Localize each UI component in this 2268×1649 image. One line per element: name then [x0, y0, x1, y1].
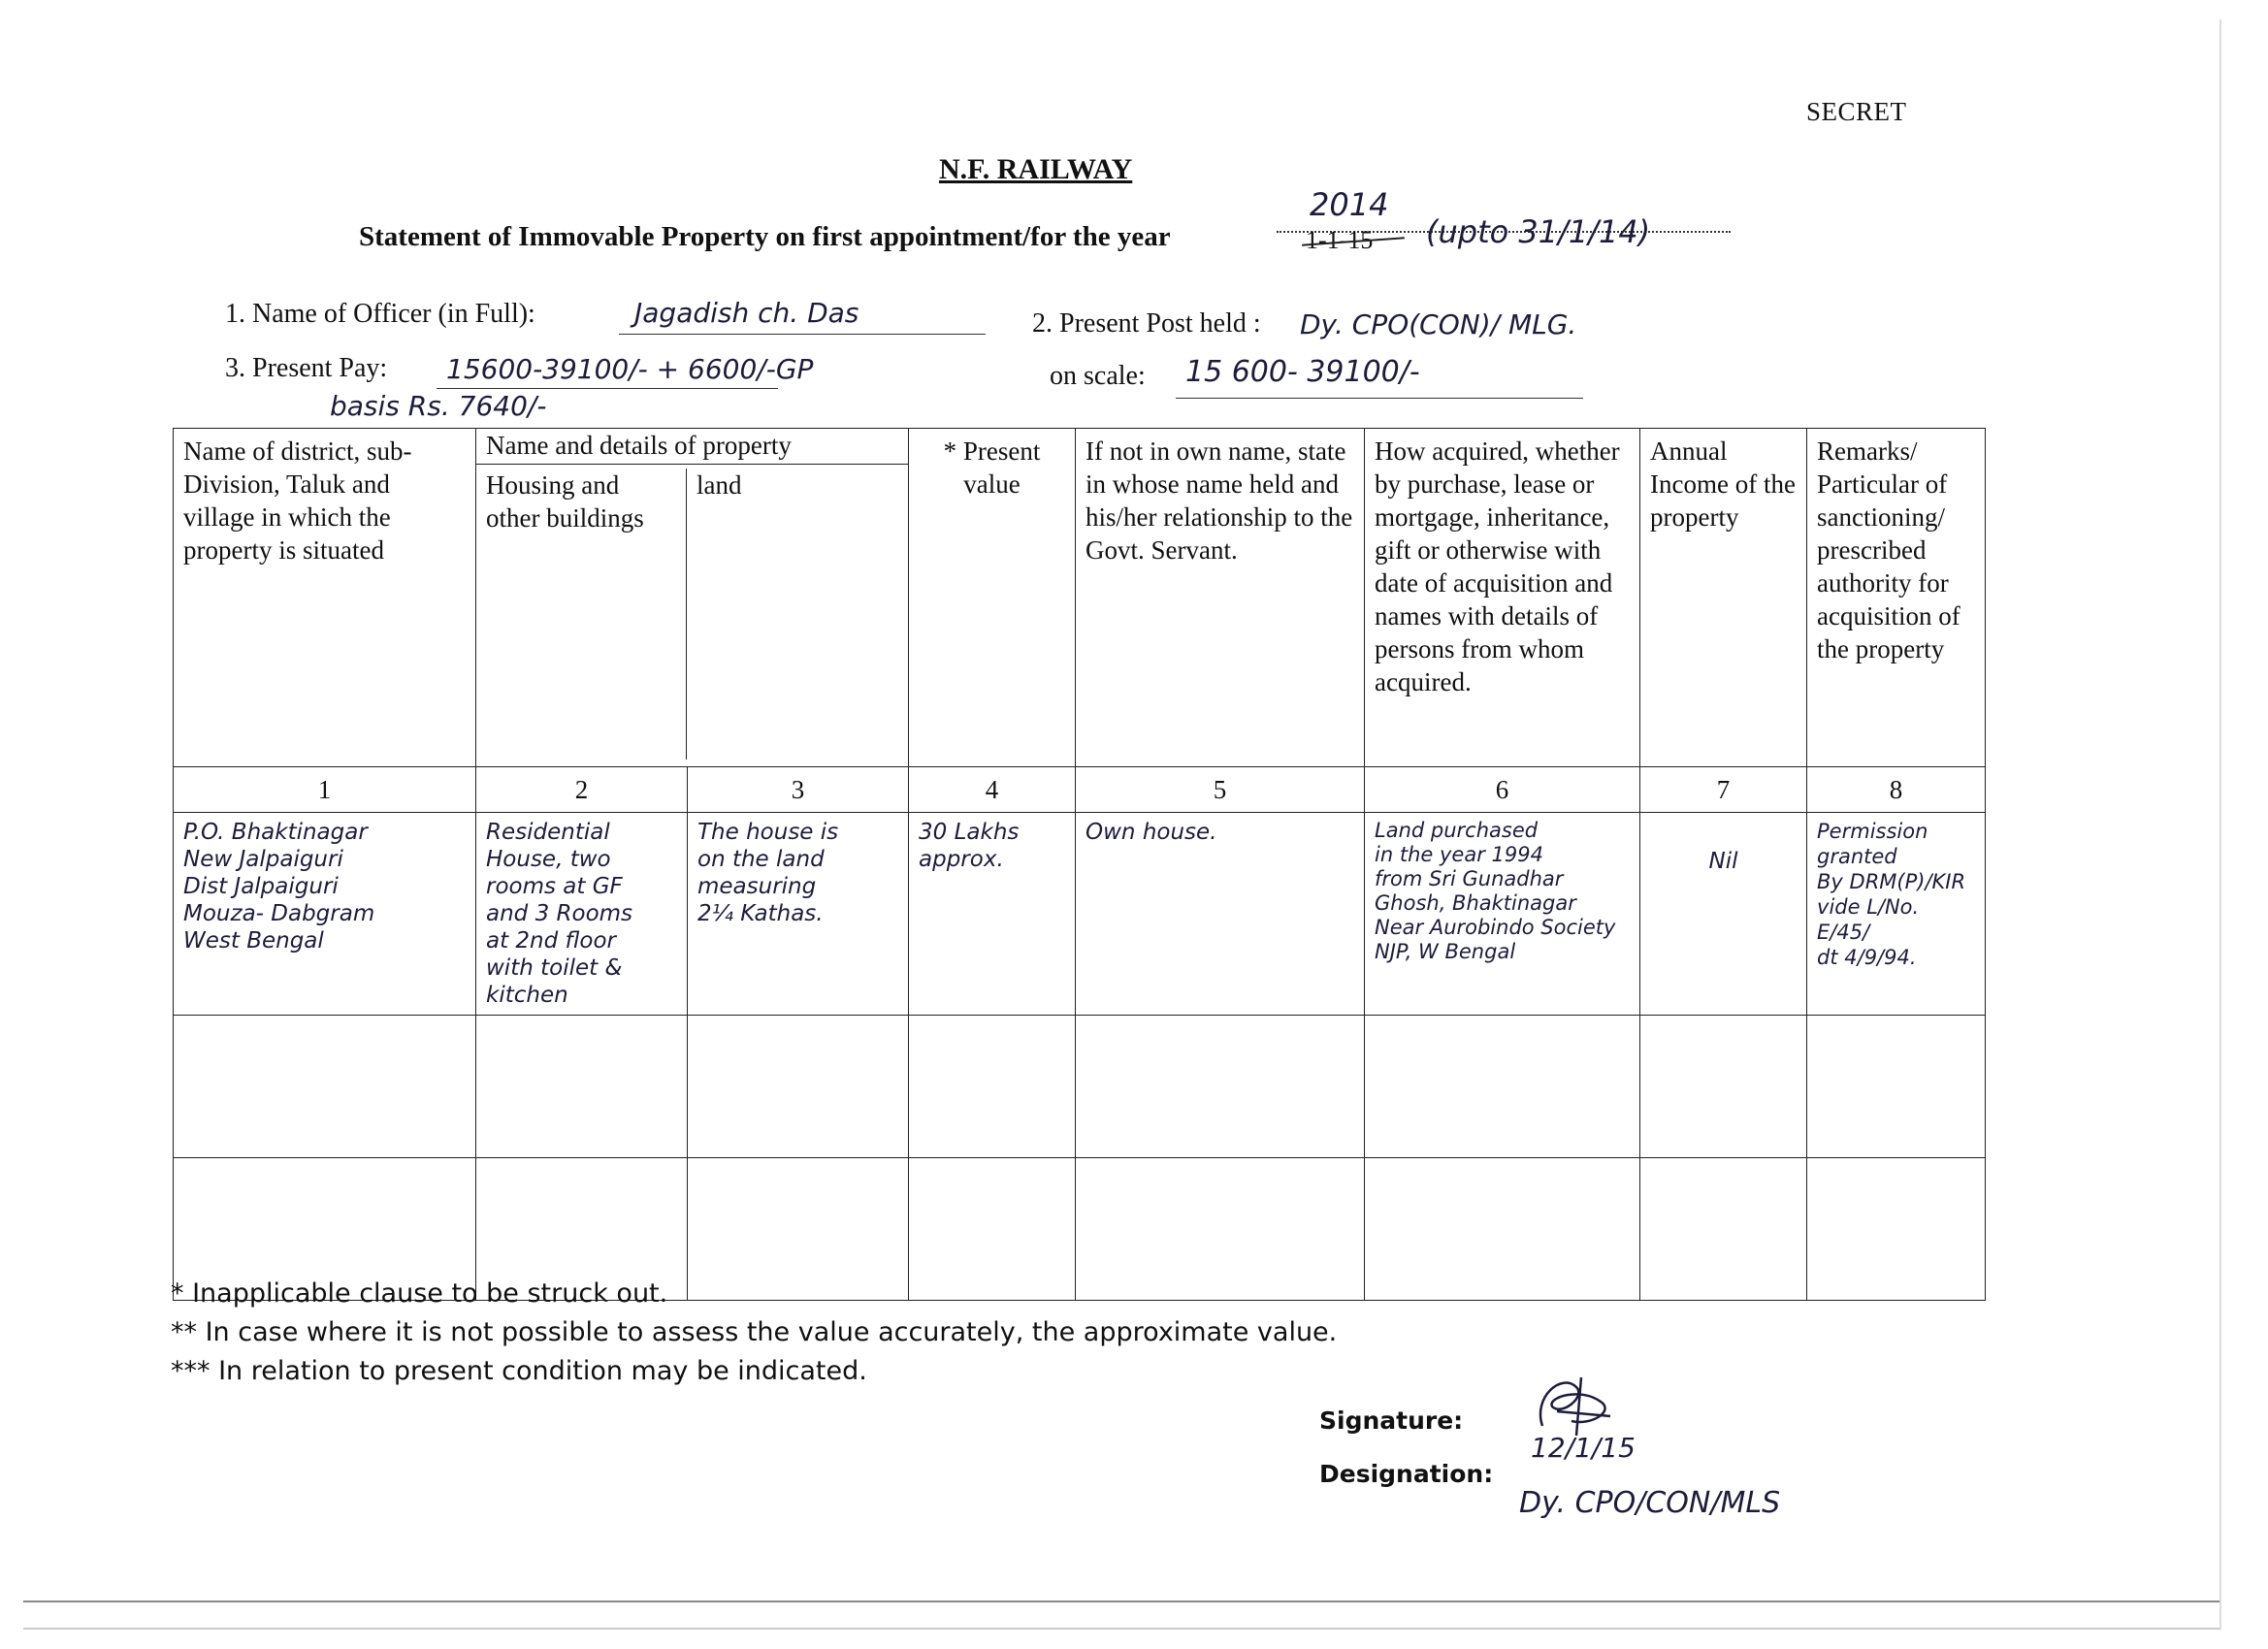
header-how-acquired: How acquired, whether by purchase, lease or mortgage, inheritance, gift or otherwise with date of acquisition and names with details of persons from whom acquired.: [1365, 429, 1640, 767]
table-row: [174, 1016, 1986, 1158]
header-remarks: Remarks/ Particular of sanctioning/ prescribed authority for acquisition of the property: [1807, 429, 1986, 767]
column-number: 6: [1365, 767, 1640, 813]
empty-cell: [1076, 1158, 1365, 1301]
empty-cell: [1365, 1158, 1640, 1301]
column-number: 1: [174, 767, 476, 813]
present-pay-value: 15600-39100/- + 6600/-GP: [446, 353, 814, 385]
footnote: *** In relation to present condition may be indicated.: [171, 1356, 867, 1386]
empty-cell: [1807, 1016, 1986, 1158]
column-number: 3: [688, 767, 909, 813]
header-name-held: If not in own name, state in whose name held and his/her relationship to the Govt. Servant.: [1076, 429, 1365, 767]
present-post-value: Dy. CPO(CON)/ MLG.: [1300, 308, 1577, 340]
officer-name-underline: [619, 334, 986, 335]
basis-pay-value: basis Rs. 7640/-: [330, 390, 547, 422]
cell-name-held: Own house.: [1076, 813, 1365, 1016]
column-number: 8: [1807, 767, 1986, 813]
empty-cell: [1640, 1158, 1807, 1301]
organization-title: N.F. RAILWAY: [939, 153, 1133, 185]
officer-name-value: Jagadish ch. Das: [634, 297, 859, 329]
header-location: Name of district, sub-Division, Taluk and village in which the property is situated: [174, 429, 476, 767]
header-property-details: Name and details of property: [476, 429, 908, 465]
table-row: [174, 813, 1986, 1016]
scale-underline: [1176, 398, 1583, 399]
header-annual-income: Annual Income of the property: [1640, 429, 1807, 767]
property-table: [173, 428, 1986, 1301]
cell-location: P.O. Bhaktinagar New Jalpaiguri Dist Jalpaiguri Mouza- Dabgram West Bengal: [174, 813, 476, 1016]
empty-cell: [1076, 1016, 1365, 1158]
designation-value: Dy. CPO/CON/MLS: [1519, 1486, 1781, 1520]
present-post-label: 2. Present Post held :: [1032, 308, 1261, 339]
year-note: (upto 31/1/14): [1426, 213, 1651, 250]
signature-label: Signature:: [1319, 1406, 1464, 1435]
empty-cell: [688, 1016, 909, 1158]
footnote: ** In case where it is not possible to assess the value accurately, the approximate value.: [171, 1317, 1338, 1347]
column-number: 5: [1076, 767, 1365, 813]
year-handwritten: 2014: [1310, 186, 1389, 223]
column-number: 7: [1640, 767, 1807, 813]
signature-date: 12/1/15: [1531, 1432, 1636, 1464]
column-number: 2: [476, 767, 688, 813]
cell-how-acquired: Land purchased in the year 1994 from Sri Gunadhar Ghosh, Bhaktinagar Near Aurobindo Society NJP, W Bengal: [1365, 813, 1640, 1016]
designation-label: Designation:: [1319, 1460, 1494, 1488]
header-present-value: * Present value: [909, 429, 1076, 767]
present-pay-label: 3. Present Pay:: [225, 353, 388, 383]
classification-label: SECRET: [1806, 97, 1907, 126]
header-property-group: [476, 429, 909, 767]
scale-label: on scale:: [1050, 361, 1146, 391]
statement-title: Statement of Immovable Property on first appointment/for the year: [359, 221, 1171, 252]
empty-cell: [476, 1016, 688, 1158]
footnote: * Inapplicable clause to be struck out.: [171, 1278, 668, 1309]
column-number-row: [174, 767, 1986, 813]
header-housing: Housing and other buildings: [476, 469, 687, 760]
empty-cell: [1807, 1158, 1986, 1301]
present-pay-underline: [437, 388, 778, 389]
cell-annual-income: Nil: [1640, 813, 1807, 1016]
empty-cell: [909, 1016, 1076, 1158]
cell-land: The house is on the land measuring 2¼ Kathas.: [688, 813, 909, 1016]
empty-cell: [174, 1016, 476, 1158]
cell-housing: Residential House, two rooms at GF and 3 Rooms at 2nd floor with toilet & kitchen: [476, 813, 688, 1016]
table-header-row: [174, 429, 1986, 767]
column-number: 4: [909, 767, 1076, 813]
empty-cell: [688, 1158, 909, 1301]
page-bottom-rule: [23, 1600, 2219, 1602]
year-struck-text: 1-1-15: [1306, 226, 1374, 254]
empty-cell: [909, 1158, 1076, 1301]
header-land: land: [697, 470, 742, 500]
officer-name-label: 1. Name of Officer (in Full):: [225, 299, 535, 329]
scale-value: 15 600- 39100/-: [1185, 355, 1420, 389]
cell-remarks: Permission granted By DRM(P)/KIR vide L/No. E/45/ dt 4/9/94.: [1807, 813, 1986, 1016]
cell-present-value: 30 Lakhs approx.: [909, 813, 1076, 1016]
empty-cell: [1640, 1016, 1807, 1158]
empty-cell: [1365, 1016, 1640, 1158]
